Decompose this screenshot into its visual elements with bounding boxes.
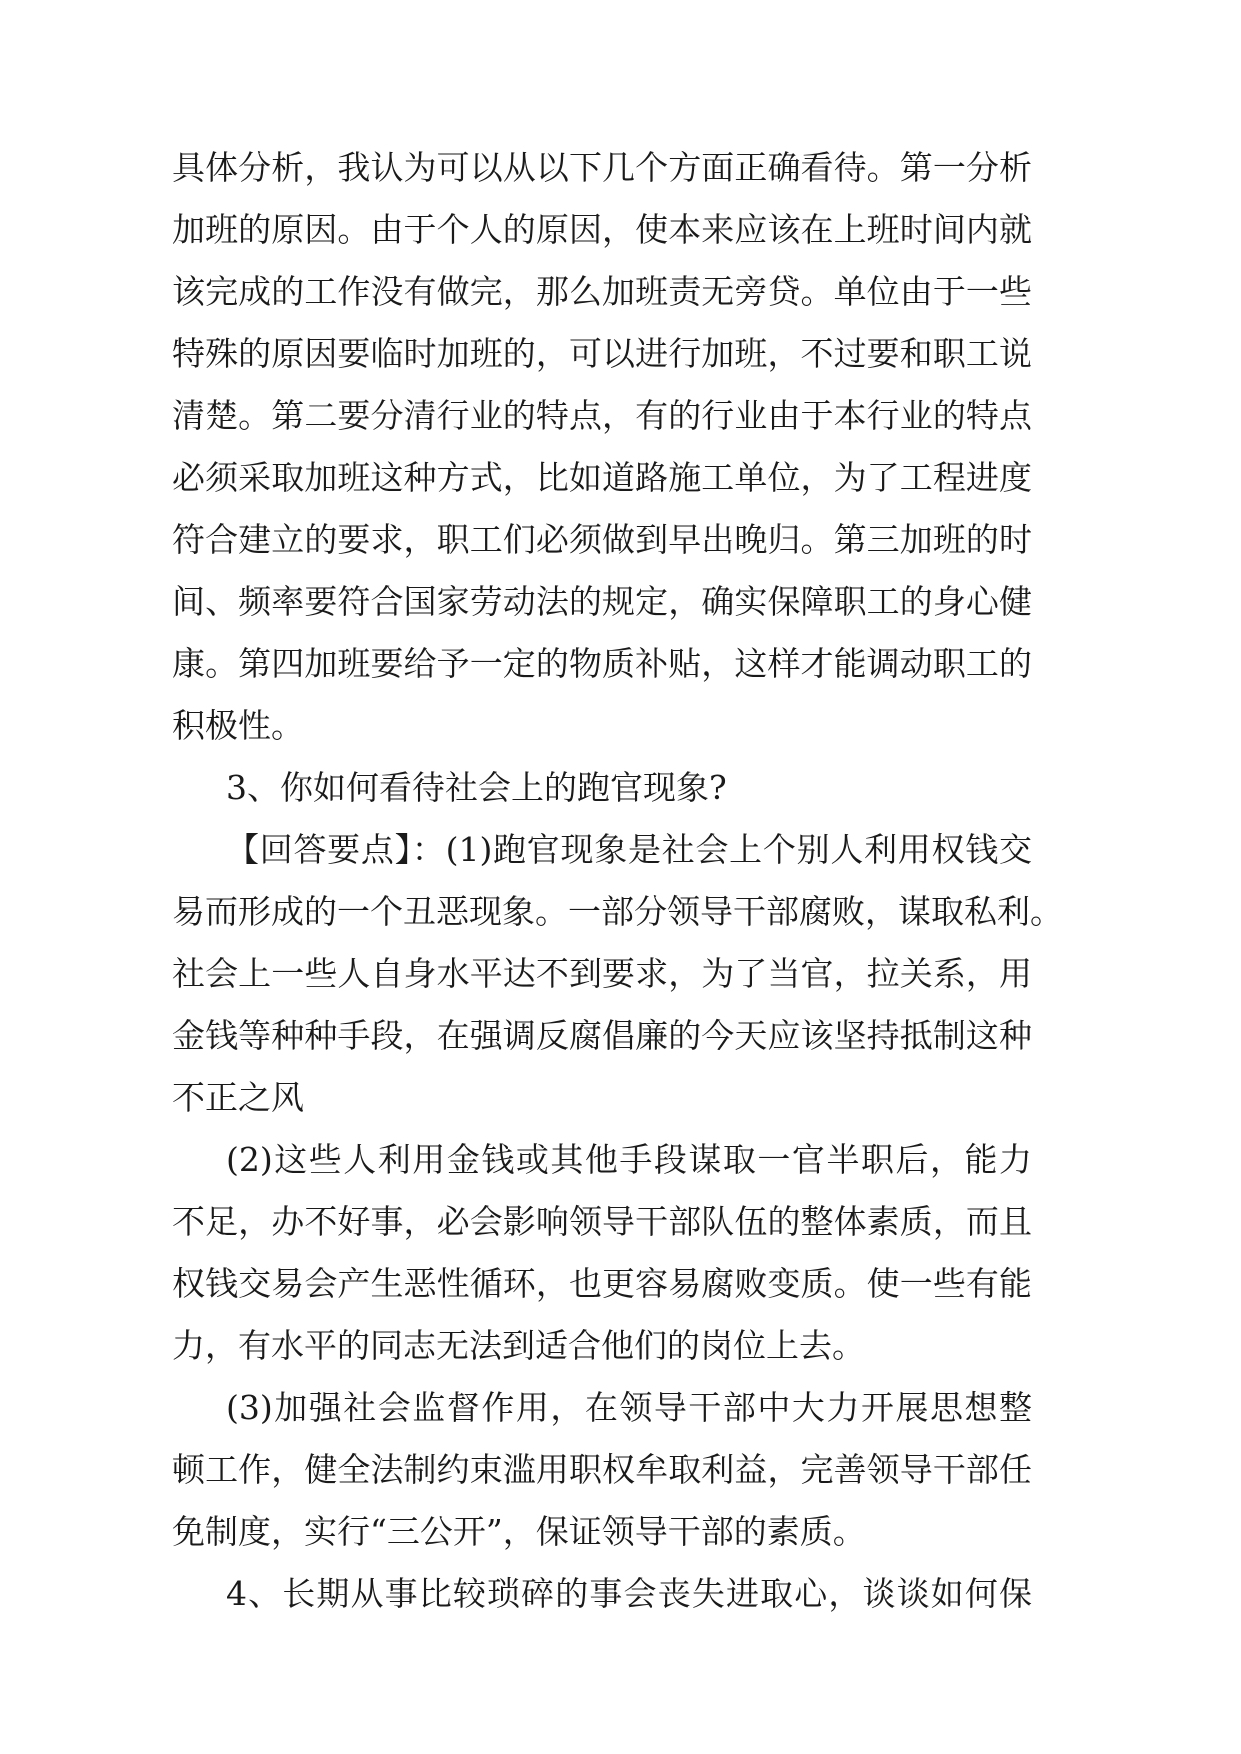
text-line: 顿工作，健全法制约束滥用职权牟取利益，完善领导干部任 xyxy=(172,1450,1032,1489)
text-line: 该完成的工作没有做完，那么加班责无旁贷。单位由于一些 xyxy=(172,272,1032,311)
text-line: 免制度，实行“三公开”，保证领导干部的素质。 xyxy=(172,1512,866,1551)
text-line: 社会上一些人自身水平达不到要求，为了当官，拉关系，用 xyxy=(172,954,1032,993)
text-line: 康。第四加班要给予一定的物质补贴，这样才能调动职工的 xyxy=(172,644,1032,683)
text-line: 积极性。 xyxy=(172,706,304,745)
text-line: 不足，办不好事，必会影响领导干部队伍的整体素质，而且 xyxy=(172,1202,1032,1241)
answer-point-2: (2)这些人利用金钱或其他手段谋取一官半职后，能力 xyxy=(226,1140,1032,1179)
answer-point-1: 【回答要点】：(1)跑官现象是社会上个别人利用权钱交 xyxy=(226,830,1032,869)
text-line: 必须采取加班这种方式，比如道路施工单位，为了工程进度 xyxy=(172,458,1032,497)
text-line: 符合建立的要求，职工们必须做到早出晚归。第三加班的时 xyxy=(172,520,1032,559)
question-heading: 4、长期从事比较琐碎的事会丧失进取心，谈谈如何保 xyxy=(226,1574,1032,1613)
text-line: 加班的原因。由于个人的原因，使本来应该在上班时间内就 xyxy=(172,210,1032,249)
answer-point-3: (3)加强社会监督作用，在领导干部中大力开展思想整 xyxy=(226,1388,1032,1427)
text-line: 权钱交易会产生恶性循环，也更容易腐败变质。使一些有能 xyxy=(172,1264,1032,1303)
text-line: 易而形成的一个丑恶现象。一部分领导干部腐败，谋取私利。 xyxy=(172,892,1063,931)
text-line: 力，有水平的同志无法到适合他们的岗位上去。 xyxy=(172,1326,865,1365)
text-line: 不正之风 xyxy=(172,1078,304,1117)
question-heading: 3、你如何看待社会上的跑官现象? xyxy=(226,768,727,807)
text-line: 间、频率要符合国家劳动法的规定，确实保障职工的身心健 xyxy=(172,582,1032,621)
text-line: 金钱等种种手段，在强调反腐倡廉的今天应该坚持抵制这种 xyxy=(172,1016,1032,1055)
text-line: 特殊的原因要临时加班的，可以进行加班，不过要和职工说 xyxy=(172,334,1032,373)
text-line: 清楚。第二要分清行业的特点，有的行业由于本行业的特点 xyxy=(172,396,1032,435)
text-line: 具体分析，我认为可以从以下几个方面正确看待。第一分析 xyxy=(172,148,1032,187)
